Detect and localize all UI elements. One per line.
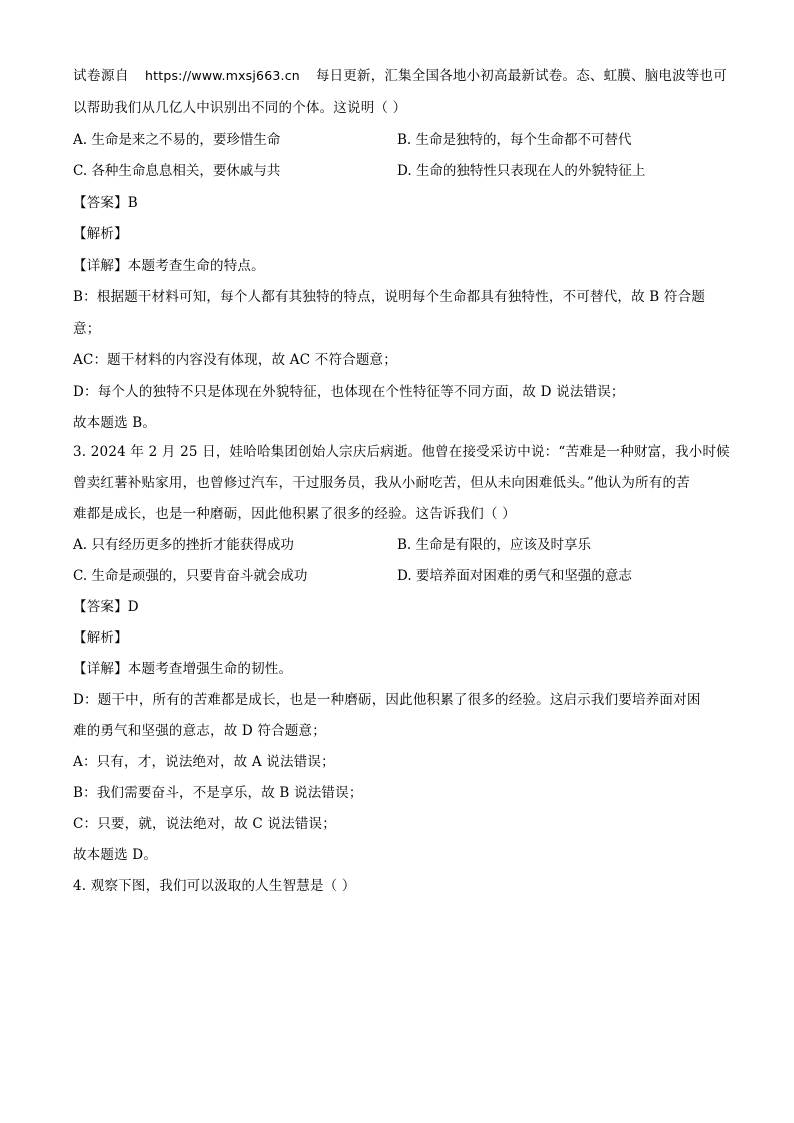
q2-explain-line: B：根据题干材料可知，每个人都有其独特的特点，说明每个生命都具有独特性，不可替代，故 B 符合题 — [73, 289, 706, 305]
q2-explain-line: 意； — [73, 321, 101, 337]
q3-explain-line: D：题干中，所有的苦难都是成长，也是一种磨砺，因此他积累了很多的经验。这启示我们要培养面对困 — [73, 692, 701, 708]
q2-explain-line: 故本题选 B。 — [73, 415, 157, 431]
q3-explain-line: C：只要，就，说法绝对，故 C 说法错误； — [73, 816, 336, 832]
q2-explain-line: D：每个人的独特不只是体现在外貌特征，也体现在个性特征等不同方面，故 D 说法错误； — [73, 384, 625, 400]
q3-option-c: C. 生命是顽强的，只要肯奋斗就会成功 — [73, 568, 308, 584]
q2-detail: 【详解】本题考查生命的特点。 — [73, 258, 265, 274]
header-line — [73, 66, 727, 86]
q3-detail: 【详解】本题考查增强生命的韧性。 — [73, 661, 293, 677]
q2-option-a: A. 生命是来之不易的，要珍惜生命 — [73, 132, 281, 148]
header-tail-text: 每日更新，汇集全国各地小初高最新试卷。态、虹膜、脑电波等也可 — [315, 68, 727, 84]
q3-stem-line: 难都是成长，也是一种磨砺，因此他积累了很多的经验。这告诉我们（ ） — [73, 506, 516, 522]
q2-analysis-heading: 【解析】 — [73, 226, 128, 242]
q3-explain-line: 故本题选 D。 — [73, 847, 158, 863]
q2-stem-line: 以帮助我们从几亿人中识别出不同的个体。这说明（ ） — [73, 100, 407, 116]
q3-stem-line: 曾卖红薯补贴家用，也曾修过汽车，干过服务员，我从小耐吃苦，但从未向困难低头。”他认为所有的苦 — [73, 475, 690, 491]
source-url-link[interactable]: https://www.mxsj663.cn — [145, 68, 300, 83]
q3-explain-line: B：我们需要奋斗，不是享乐，故 B 说法错误； — [73, 785, 363, 801]
q2-option-b: B. 生命是独特的，每个生命都不可替代 — [397, 132, 632, 148]
q3-option-d: D. 要培养面对困难的勇气和坚强的意志 — [397, 568, 632, 584]
q3-explain-line: A：只有，才，说法绝对，故 A 说法错误； — [73, 754, 335, 770]
q3-explain-line: 难的勇气和坚强的意志，故 D 符合题意； — [73, 723, 326, 739]
q2-option-d: D. 生命的独特性只表现在人的外貌特征上 — [397, 163, 646, 179]
q4-stem: 4. 观察下图，我们可以汲取的人生智慧是（ ） — [73, 878, 356, 894]
source-label: 试卷源自 — [73, 68, 129, 84]
q3-stem-line: 3. 2024 年 2 月 25 日，娃哈哈集团创始人宗庆后病逝。他曾在接受采访中说：“苦难是一种财富，我小时候 — [73, 444, 730, 460]
q3-option-a: A. 只有经历更多的挫折才能获得成功 — [73, 537, 294, 553]
q3-analysis-heading: 【解析】 — [73, 630, 128, 646]
q2-option-c: C. 各种生命息息相关，要休戚与共 — [73, 163, 281, 179]
q3-option-b: B. 生命是有限的，应该及时享乐 — [397, 537, 592, 553]
q2-explain-line: AC：题干材料的内容没有体现，故 AC 不符合题意； — [73, 352, 397, 368]
q3-answer: 【答案】D — [73, 599, 139, 615]
q2-answer: 【答案】B — [73, 195, 138, 211]
